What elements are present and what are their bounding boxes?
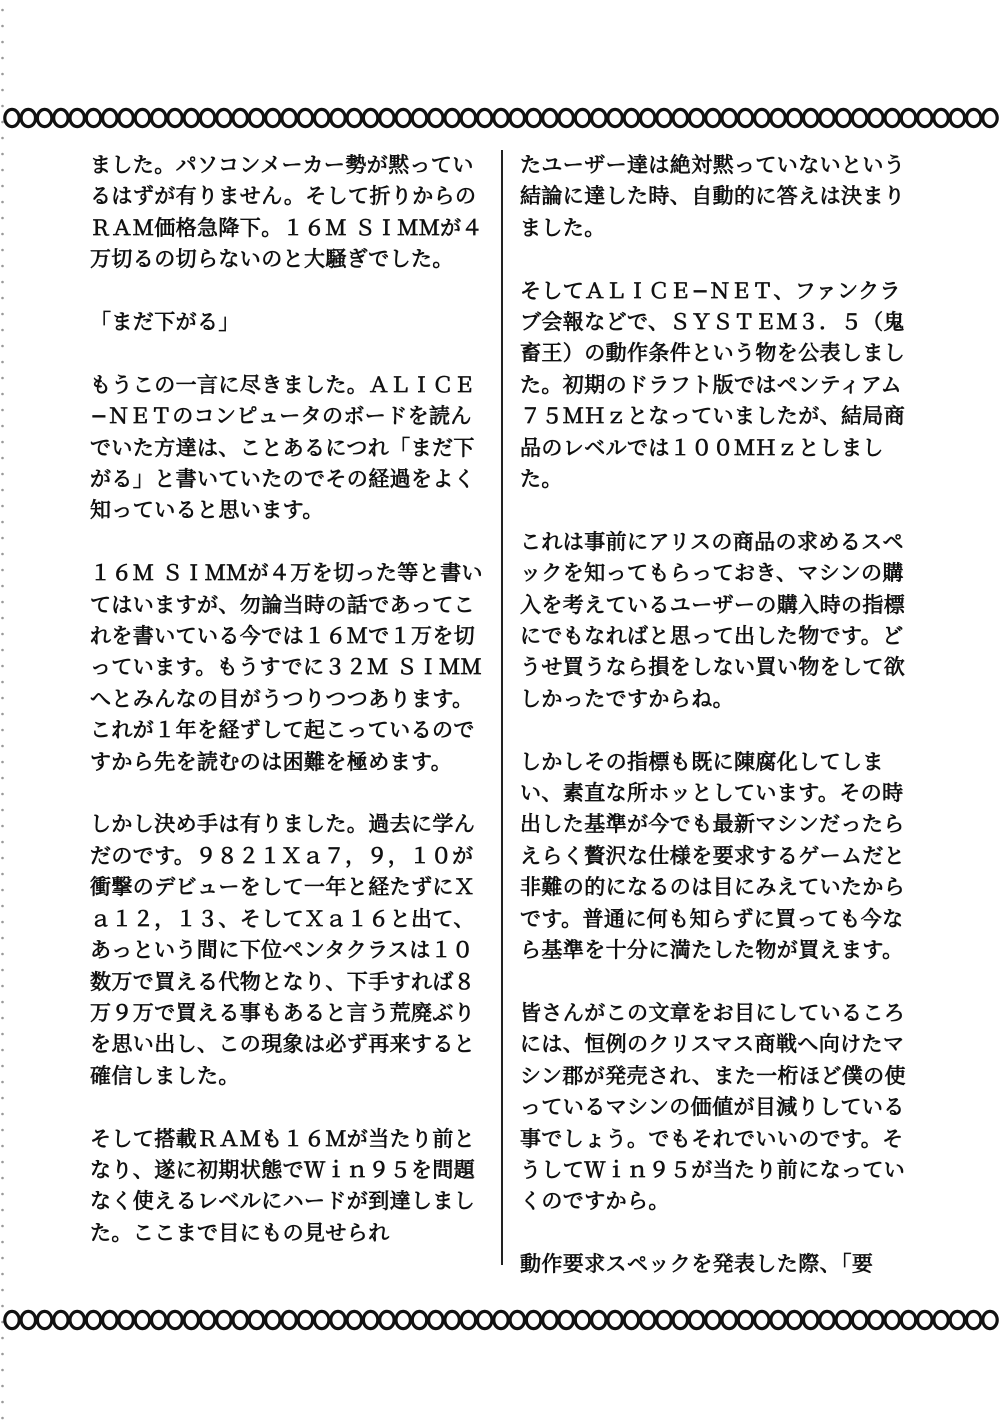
edge-dot [1,1289,4,1292]
chain-loop [168,109,182,126]
edge-dot [1,665,4,668]
chain-loop [494,109,508,126]
chain-loop [755,1311,769,1328]
edge-dot [1,1241,4,1244]
edge-dot [1,1097,4,1100]
chain-loop [152,109,166,126]
chain-loop [363,1311,377,1328]
chain-loop [901,1311,915,1328]
edge-dot [1,649,4,652]
chain-loop [5,109,19,126]
chain-loop [21,1311,35,1328]
edge-dot [1,1065,4,1068]
left-paragraph-4: １６Ｍ ＳＩＭＭが４万を切った等と書いてはいますが、勿論当時の話であってこれを書いている今では１６Ｍで１万を切っています。もうすでに３２Ｍ ＳＩＭＭへとみんなの目がうつりつつあります。これが１年を経ずして起こっているのですから先を読むのは困難を極めます。 [90,561,483,774]
edge-dot [1,553,4,556]
edge-dot [1,265,4,268]
edge-dot [1,1257,4,1260]
chain-loop [461,1311,475,1328]
chain-loop [657,109,671,126]
edge-dot [1,1177,4,1180]
chain-loop [70,109,84,126]
chain-loop [983,109,997,126]
chain-loop [494,1311,508,1328]
edge-dot [1,697,4,700]
chain-loop [575,109,589,126]
left-paragraph-1: ました。パソコンメーカー勢が黙っているはずが有りません。そして折りからのＲＡＭ価格急降下。１６Ｍ ＳＩＭＭが４万切るの切らないのと大騒ぎでした。 [90,153,483,272]
chain-loop [510,1311,524,1328]
chain-loop [200,1311,214,1328]
edge-dot [1,713,4,716]
edge-dot [1,425,4,428]
chain-loop [804,1311,818,1328]
chain-loop [624,1311,638,1328]
chain-loop [526,1311,540,1328]
edge-dot [1,233,4,236]
chain-loop [885,1311,899,1328]
chain-loop [852,109,866,126]
chain-loop [722,1311,736,1328]
edge-dot [1,537,4,540]
chain-loop [641,109,655,126]
edge-dot [1,937,4,940]
chain-loop [787,109,801,126]
edge-dot [1,137,4,140]
chain-loop [738,109,752,126]
edge-dot [1,633,4,636]
edge-dot [1,809,4,812]
chain-loop [820,1311,834,1328]
right-paragraph-5: 皆さんがこの文章をお目にしているころには、恒例のクリスマス商戦へ向けたマシン郡が発売され、また一桁ほど僕の使っているマシンの価値が目減りしている事でしょう。でもそれでいいのです。そうしてＷｉｎ９５が当たり前になっていくのですから。 [520,1000,906,1214]
chain-loop [836,109,850,126]
edge-dot [1,329,4,332]
edge-dot [1,569,4,572]
left-text-column [90,150,485,1281]
edge-dot [1,729,4,732]
chain-loop [103,1311,117,1328]
chain-loop [103,109,117,126]
chain-loop [869,109,883,126]
chain-loop [21,109,35,126]
chain-loop [347,1311,361,1328]
chain-loop [200,109,214,126]
chain-loop [396,109,410,126]
edge-dot [1,25,4,28]
chain-loop [347,109,361,126]
edge-dot [1,617,4,620]
chain-loop [54,109,68,126]
chain-loop [689,109,703,126]
chain-loop [282,1311,296,1328]
chain-loop [510,109,524,126]
left-paragraph-5: しかし決め手は有りました。過去に学んだのです。９８２１Ｘａ７，９，１０が衝撃のデビューをして一年と経たずにＸａ１２，１３、そしてＸａ１６と出て、あっという間に下位ペンタクラスは１０数万で買える代物となり、下手すれば８万９万で買える事もあると言う荒廃ぶりを思い出し、この現象は必ず再来すると確信しました。 [90,812,476,1088]
chain-loop [233,1311,247,1328]
chain-loop [689,1311,703,1328]
chain-loop [282,109,296,126]
edge-dot [1,249,4,252]
edge-dot [1,1225,4,1228]
chain-loop [119,1311,133,1328]
edge-dot [1,1113,4,1116]
edge-dot [1,1001,4,1004]
chain-loop [331,109,345,126]
edge-dot [1,1337,4,1340]
edge-dot [1,473,4,476]
chain-loop [331,1311,345,1328]
chain-loop [478,1311,492,1328]
chain-loop [559,1311,573,1328]
edge-dot [1,9,4,12]
chain-loop [771,109,785,126]
chain-loop [901,109,915,126]
chain-loop [852,1311,866,1328]
edge-dot [1,441,4,444]
edge-dot [1,377,4,380]
edge-dot [1,313,4,316]
chain-loop [298,109,312,126]
chain-loop [135,109,149,126]
edge-dot [1,393,4,396]
chain-loop [836,1311,850,1328]
edge-dot [1,1209,4,1212]
edge-dot [1,345,4,348]
chain-loop [885,109,899,126]
chain-loop [950,109,964,126]
edge-dot [1,745,4,748]
chain-loop [722,109,736,126]
chain-loop [54,1311,68,1328]
chain-loop [315,1311,329,1328]
top-border-chain-icon [0,103,1000,133]
edge-dot [1,1145,4,1148]
edge-dot [1,841,4,844]
edge-dot [1,1401,4,1404]
chain-loop [217,109,231,126]
edge-dot [1,985,4,988]
chain-loop [266,109,280,126]
chain-loop [657,1311,671,1328]
chain-loop [412,109,426,126]
edge-dot [1,681,4,684]
chain-loop [934,1311,948,1328]
edge-dot [1,217,4,220]
chain-loop [266,1311,280,1328]
chain-loop [315,109,329,126]
edge-dot [1,905,4,908]
chain-loop [967,109,981,126]
edge-dot [1,969,4,972]
chain-loop [429,1311,443,1328]
edge-dot [1,41,4,44]
edge-dot [1,873,4,876]
chain-loop [412,1311,426,1328]
edge-dot [1,1161,4,1164]
chain-loop [608,1311,622,1328]
edge-dot [1,777,4,780]
edge-dot [1,1273,4,1276]
edge-dot [1,73,4,76]
edge-dot [1,601,4,604]
chain-loop [592,1311,606,1328]
chain-loop [543,109,557,126]
chain-loop [559,109,573,126]
chain-loop [429,109,443,126]
edge-dot [1,1129,4,1132]
chain-loop [755,109,769,126]
left-paragraph-2: 「まだ下がる」 [90,310,240,335]
right-paragraph-6: 動作要求スペックを発表した際、「要 [520,1252,874,1277]
edge-dot [1,953,4,956]
chain-loop [706,109,720,126]
edge-dot [1,1049,4,1052]
right-paragraph-4: しかしその指標も既に陳腐化してしまい、素直な所ホッとしています。その時出した基準が今でも最新マシンだったらえらく贅沢な仕様を要求するゲームだと非難の的になるのは目にみえていたからです。普通に何も知らずに買っても今なら基準を十分に満たした物が買えます。 [520,749,906,963]
edge-dot [1,1369,4,1372]
edge-dot [1,457,4,460]
edge-dot [1,89,4,92]
chain-loop [673,109,687,126]
chain-loop [168,1311,182,1328]
edge-dot [1,1385,4,1388]
edge-dot [1,761,4,764]
edge-dot [1,297,4,300]
chain-loop [445,1311,459,1328]
chain-loop [380,1311,394,1328]
chain-loop [918,1311,932,1328]
chain-loop [152,1311,166,1328]
chain-loop [608,109,622,126]
chain-loop [37,109,51,126]
chain-loop [575,1311,589,1328]
edge-dot [1,169,4,172]
chain-loop [217,1311,231,1328]
edge-dot [1,1353,4,1356]
chain-loop [380,109,394,126]
chain-loop [363,109,377,126]
edge-dot [1,521,4,524]
edge-dot [1,201,4,204]
right-text-column [520,150,915,1312]
chain-loop [396,1311,410,1328]
chain-loop [869,1311,883,1328]
chain-loop [249,109,263,126]
edge-dot [1,1033,4,1036]
chain-loop [445,109,459,126]
edge-dot [1,585,4,588]
edge-dot [1,153,4,156]
chain-loop [70,1311,84,1328]
edge-dot [1,793,4,796]
chain-loop [950,1311,964,1328]
edge-dot [1,505,4,508]
chain-loop [918,109,932,126]
right-paragraph-1: たユーザー達は絶対黙っていないという結論に達した時、自動的に答えは決まりました。 [520,153,906,240]
chain-loop [135,1311,149,1328]
chain-loop [184,1311,198,1328]
edge-dot [1,1417,4,1420]
chain-loop [5,1311,19,1328]
chain-loop [673,1311,687,1328]
chain-loop [526,109,540,126]
chain-loop [86,109,100,126]
edge-dot [1,361,4,364]
chain-loop [478,109,492,126]
chain-loop [934,109,948,126]
chain-loop [37,1311,51,1328]
chain-loop [804,109,818,126]
edge-dot [1,1017,4,1020]
chain-loop [592,109,606,126]
edge-dot [1,825,4,828]
left-paragraph-3: もうこの一言に尽きました。ＡＬＩＣＥ−ＮＥＴのコンピュータのボードを読んでいた方達は、ことあるにつれ「まだ下がる」と書いていたのでその経過をよく知っていると思います。 [90,372,476,523]
edge-dot [1,1193,4,1196]
chain-loop [967,1311,981,1328]
edge-dot [1,489,4,492]
chain-loop [461,109,475,126]
edge-dot [1,57,4,60]
chain-loop [983,1311,997,1328]
chain-loop [86,1311,100,1328]
chain-loop [706,1311,720,1328]
chain-loop [820,109,834,126]
column-divider [501,150,503,1265]
chain-loop [184,109,198,126]
right-paragraph-2: そしてＡＬＩＣＥ−ＮＥＴ、ファンクラブ会報などで、ＳＹＳＴＥＭ３．５（鬼畜王）の動作条件という物を公表しました。初期のドラフト版ではペンティアム ７５ＭＨｚとなっていましたが、結局商品のレベルでは１００ＭＨｚとしました。 [520,278,910,492]
chain-loop [233,109,247,126]
chain-loop [787,1311,801,1328]
binding-edge-dots [0,0,8,1420]
bottom-border-chain-icon [0,1305,1000,1335]
edge-dot [1,281,4,284]
chain-loop [738,1311,752,1328]
edge-dot [1,857,4,860]
chain-loop [771,1311,785,1328]
chain-loop [641,1311,655,1328]
edge-dot [1,185,4,188]
right-paragraph-3: これは事前にアリスの商品の求めるスペックを知ってもらっておき、マシンの購入を考えているユーザーの購入時の指標にでもなればと思って出した物です。どうせ買うなら損をしない買い物をして欲しかったですからね。 [520,529,906,711]
left-paragraph-6: そして搭載ＲＡＭも１６Ｍが当たり前となり、遂に初期状態でＷｉｎ９５を問題なく使えるレベルにハードが到達しました。ここまで目にもの見せられ [90,1126,476,1245]
edge-dot [1,409,4,412]
edge-dot [1,921,4,924]
edge-dot [1,1081,4,1084]
edge-dot [1,889,4,892]
chain-loop [543,1311,557,1328]
chain-loop [249,1311,263,1328]
chain-loop [298,1311,312,1328]
chain-loop [119,109,133,126]
chain-loop [624,109,638,126]
